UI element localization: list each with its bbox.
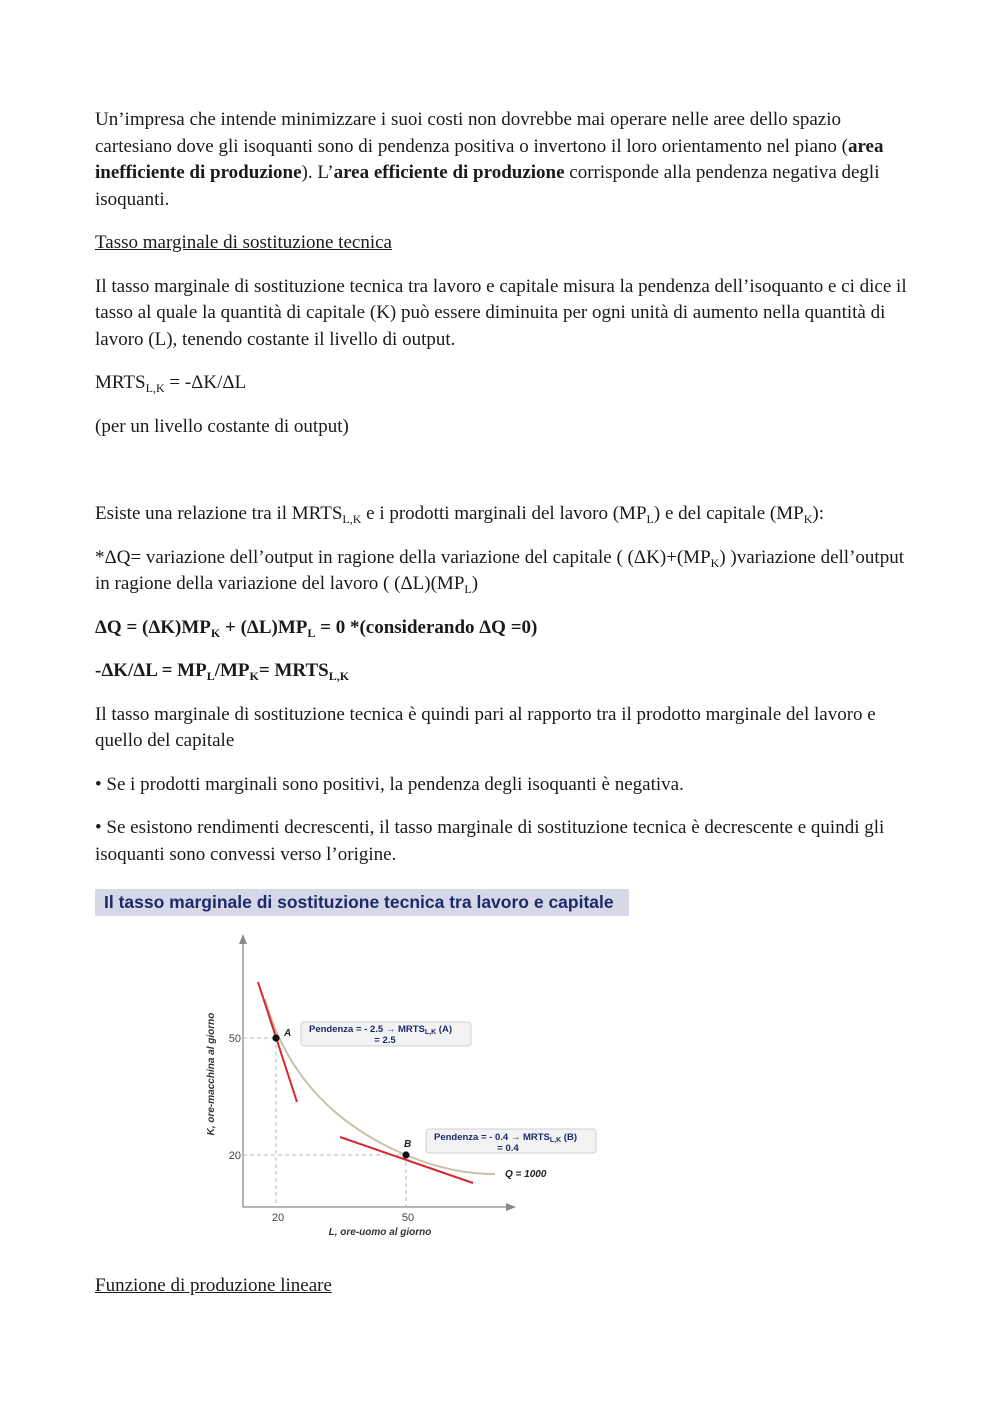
bold-term-inefficient-area: area inefficiente di produzione: [95, 135, 884, 183]
subscript: L,K: [342, 512, 362, 526]
subscript: K: [710, 555, 720, 570]
text: MRTS: [95, 372, 146, 393]
paragraph-delta-q: [95, 545, 907, 598]
paragraph-constant-output: (per un livello costante di output): [95, 415, 349, 437]
document-body: [95, 107, 907, 885]
annotation-b-line2: = 0.4: [497, 1143, 519, 1154]
text: = 0 *(considerando ΔQ =0): [315, 616, 538, 638]
subscript: K: [249, 669, 259, 683]
text: = -ΔK/ΔL: [164, 372, 247, 393]
x-tick-50: 50: [401, 1212, 415, 1224]
text: ΔQ = (ΔK)MP: [95, 616, 211, 638]
subscript: L: [206, 669, 215, 683]
text: ): [471, 573, 479, 594]
annotation-b-line1: Pendenza = - $0.4 \to MRTS_{L,K}$ (B): [434, 1132, 577, 1144]
paragraph-relation: [95, 501, 907, 528]
equation-delta-q: [95, 615, 907, 642]
equation-mrts-ratio: [95, 658, 907, 685]
subscript: L: [464, 582, 472, 596]
subscript: K: [803, 512, 813, 526]
tangent-line-a: [258, 982, 297, 1102]
formula-mrts: [95, 370, 907, 397]
paragraph-mrts-definition: Il tasso marginale di sostituzione tecnica tra lavoro e capitale misura la pendenza dell’isoquanto e ci dice il tasso al quale la quantità di capitale (K) può essere diminuita per ogni unità di aumento nella quantità di lavoro (L), tenendo costante il livello di output.: [95, 275, 907, 350]
text: + (ΔL)MP: [220, 616, 308, 638]
isoquant-chart: [95, 889, 635, 1249]
paragraph-mrts-conclusion: Il tasso marginale di sostituzione tecnica è quindi pari al rapporto tra il prodotto marginale del lavoro e quello del capitale: [95, 703, 876, 751]
text: *ΔQ= variazione dell’output in ragione della variazione del capitale ( (ΔK)+(MP: [95, 546, 711, 568]
annotation-a-line1: Pendenza = - $2.5 \to MRTS_{L,K}$ (A): [309, 1024, 452, 1036]
section-heading-mrts: Tasso marginale di sostituzione tecnica: [95, 232, 392, 253]
text: -ΔK/ΔL = MP: [95, 660, 207, 681]
text: ). L’: [301, 162, 334, 183]
y-tick-50: 50: [228, 1033, 241, 1045]
text: Esiste una relazione tra il MRTS: [95, 503, 343, 524]
figure-title: Il tasso marginale di sostituzione tecnica tra lavoro e capitale: [95, 889, 629, 916]
subscript: L,K: [328, 669, 350, 683]
x-axis-arrow-icon: [506, 1203, 516, 1211]
text: /MP: [214, 660, 250, 681]
bullet-diminishing-returns: • Se esistono rendimenti decrescenti, il tasso marginale di sostituzione tecnica è decrescente e quindi gli isoquanti sono convessi verso l’origine.: [95, 817, 885, 865]
y-tick-20: 20: [228, 1150, 241, 1162]
bullet-positive-marginal: • Se i prodotti marginali sono positivi, la pendenza degli isoquanti è negativa.: [95, 773, 684, 795]
section-heading-linear-production: Funzione di produzione lineare: [95, 1275, 332, 1296]
paragraph-efficient-area: [95, 107, 907, 213]
text: Un’impresa che intende minimizzare i suoi costi non dovrebbe mai operare nelle aree dello spazio cartesiano dove gli isoquanti sono di pendenza positiva o invertono il loro orientamento nel piano (: [95, 109, 848, 157]
annotation-a-line2: = 2.5: [374, 1035, 396, 1046]
bold-term-efficient-area: area efficiente di produzione: [333, 162, 565, 183]
figure-mrts-chart: [95, 889, 635, 1249]
text: ) e del capitale (MP: [653, 503, 804, 524]
point-a: [272, 1034, 279, 1041]
point-a-label: A: [284, 1028, 292, 1039]
y-axis-arrow-icon: [239, 934, 247, 944]
text: e i prodotti marginali del lavoro (MP: [361, 503, 647, 524]
text: ) )variazione dell’output in ragione della variazione del lavoro ( (ΔL)(MP: [95, 546, 904, 594]
curve-label: Q = 1000: [505, 1169, 547, 1180]
subscript: K: [210, 625, 221, 640]
text: = MRTS: [258, 660, 329, 681]
subscript: L: [307, 625, 316, 640]
point-b: [402, 1151, 409, 1158]
subscript: L,K: [145, 381, 165, 395]
point-b-label: B: [404, 1139, 412, 1150]
subscript: L: [646, 512, 654, 526]
y-axis-title: K, ore-macchina al giorno: [206, 1012, 217, 1136]
x-tick-20: 20: [271, 1212, 285, 1224]
text: ):: [812, 503, 824, 524]
text: corrisponde alla pendenza negativa degli isoquanti.: [95, 162, 880, 210]
x-axis-title: L, ore-uomo al giorno: [328, 1227, 432, 1238]
